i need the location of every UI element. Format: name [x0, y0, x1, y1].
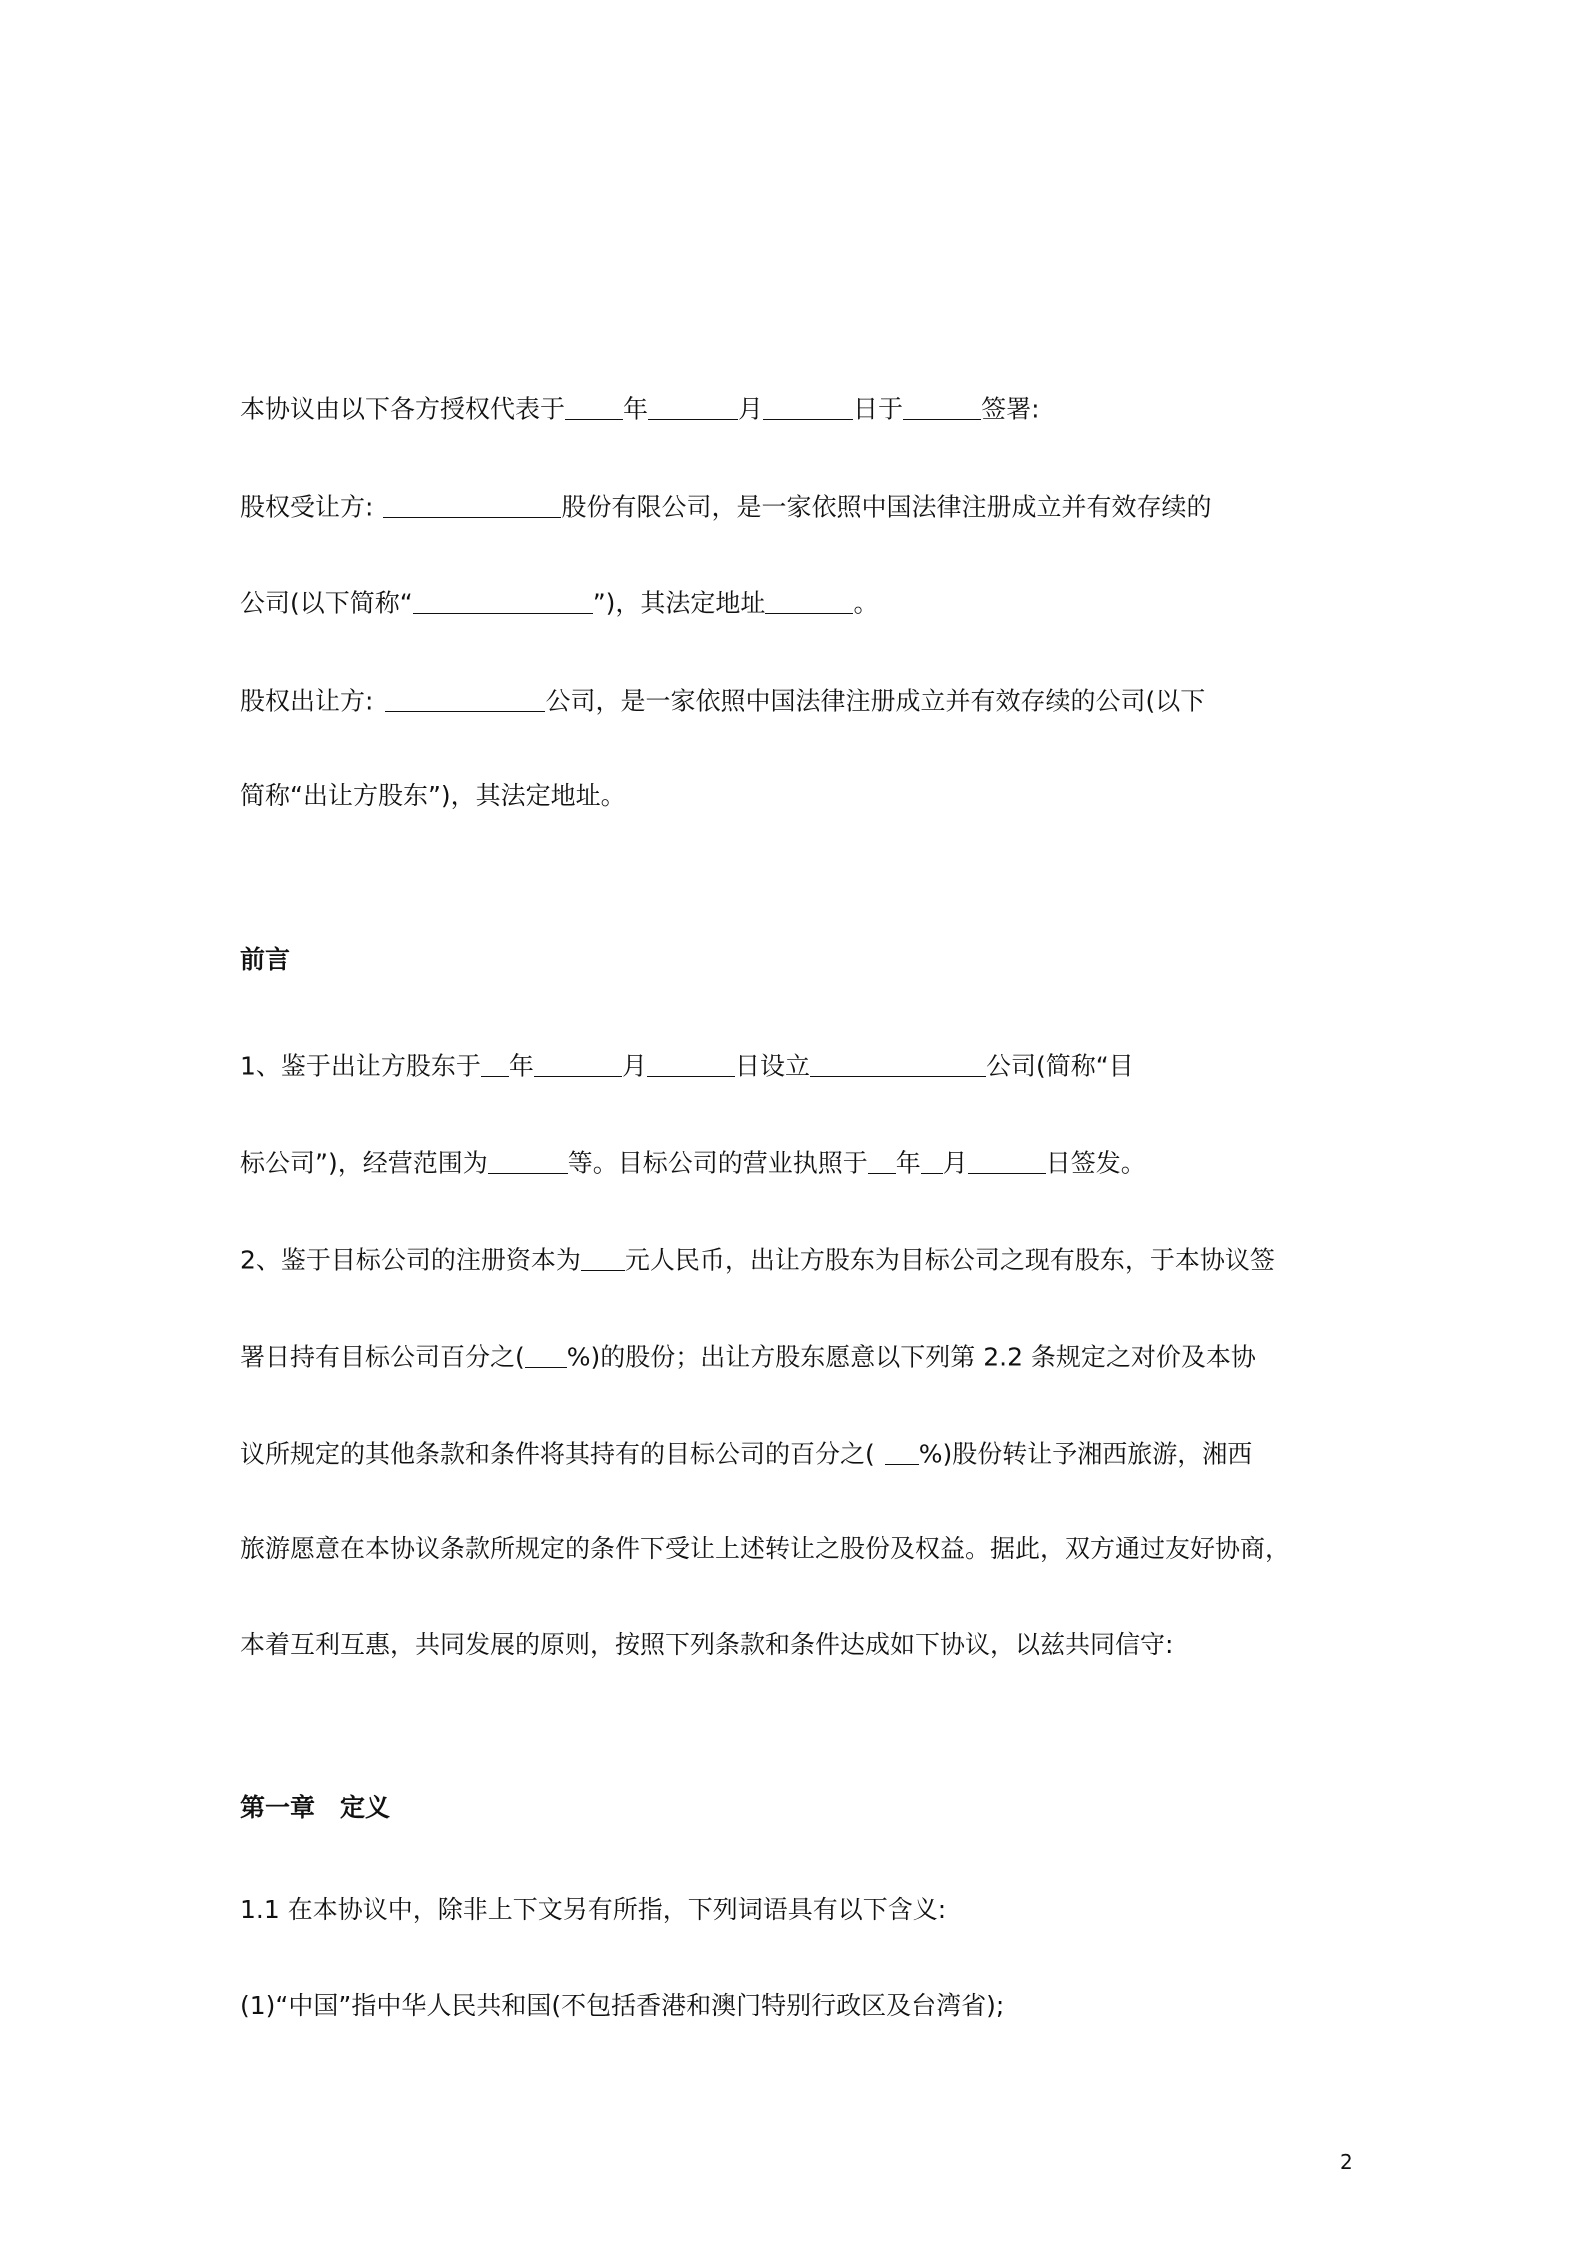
clause-1-1: 1.1 在本协议中，除非上下文另有所指，下列词语具有以下含义:	[240, 1895, 947, 1924]
month-blank[interactable]	[534, 1050, 622, 1077]
preamble-p2-line1: 2、鉴于目标公司的注册资本为 元人民币，出让方股东为目标公司之现有股东，于本协议签	[240, 1245, 1275, 1275]
year-blank[interactable]	[565, 393, 623, 420]
preamble-p1-line2: 标公司”)，经营范围为 等。目标公司的营业执照于 年 月 日签发。	[240, 1148, 1146, 1178]
transferee-cont-line: 公司(以下简称“ ”)，其法定地址 。	[240, 588, 879, 618]
preamble-p2-line5: 本着互利互惠，共同发展的原则，按照下列条款和条件达成如下协议，以兹共同信守:	[240, 1630, 1174, 1659]
place-blank[interactable]	[903, 393, 981, 420]
registered-capital-blank[interactable]	[581, 1244, 625, 1271]
business-scope-blank[interactable]	[488, 1147, 568, 1174]
month-blank[interactable]	[648, 393, 738, 420]
month-blank[interactable]	[921, 1147, 943, 1174]
definition-item-1: (1)“中国”指中华人民共和国(不包括香港和澳门特别行政区及台湾省);	[240, 1991, 1005, 2020]
signing-line: 本协议由以下各方授权代表于 年 月 日于 签署:	[240, 394, 1040, 424]
transferee-address-blank[interactable]	[765, 587, 853, 614]
transferor-line: 股权出让方: 公司，是一家依照中国法律注册成立并有效存续的公司(以下	[240, 686, 1206, 716]
transfer-percent-blank[interactable]	[885, 1438, 919, 1465]
transferee-short-name-blank[interactable]	[413, 587, 593, 614]
preamble-p2-line3: 议所规定的其他条款和条件将其持有的目标公司的百分之( %)股份转让予湘西旅游，湘西	[240, 1439, 1253, 1469]
year-blank[interactable]	[868, 1147, 896, 1174]
preamble-title: 前言	[240, 945, 291, 974]
share-percent-blank[interactable]	[525, 1341, 567, 1368]
year-blank[interactable]	[481, 1050, 509, 1077]
preamble-p1-line1: 1、鉴于出让方股东于 年 月 日设立 公司(简称“目	[240, 1051, 1134, 1081]
transferor-name-blank[interactable]	[385, 685, 545, 712]
day-blank[interactable]	[968, 1147, 1046, 1174]
preamble-p2-line4: 旅游愿意在本协议条款所规定的条件下受让上述转让之股份及权益。据此，双方通过友好协商，	[240, 1534, 1291, 1563]
preamble-p2-line2: 署日持有目标公司百分之( %)的股份；出让方股东愿意以下列第 2.2 条规定之对价及本协	[240, 1342, 1256, 1372]
chapter-title: 第一章 定义	[240, 1793, 391, 1822]
transferor-cont-line: 简称“出让方股东”)，其法定地址。	[240, 781, 626, 810]
day-blank[interactable]	[763, 393, 853, 420]
company-name-blank[interactable]	[810, 1050, 986, 1077]
transferee-line: 股权受让方: 股份有限公司，是一家依照中国法律注册成立并有效存续的	[240, 492, 1212, 522]
page-number: 2	[1340, 2150, 1353, 2174]
transferee-name-blank[interactable]	[383, 491, 561, 518]
day-blank[interactable]	[647, 1050, 735, 1077]
